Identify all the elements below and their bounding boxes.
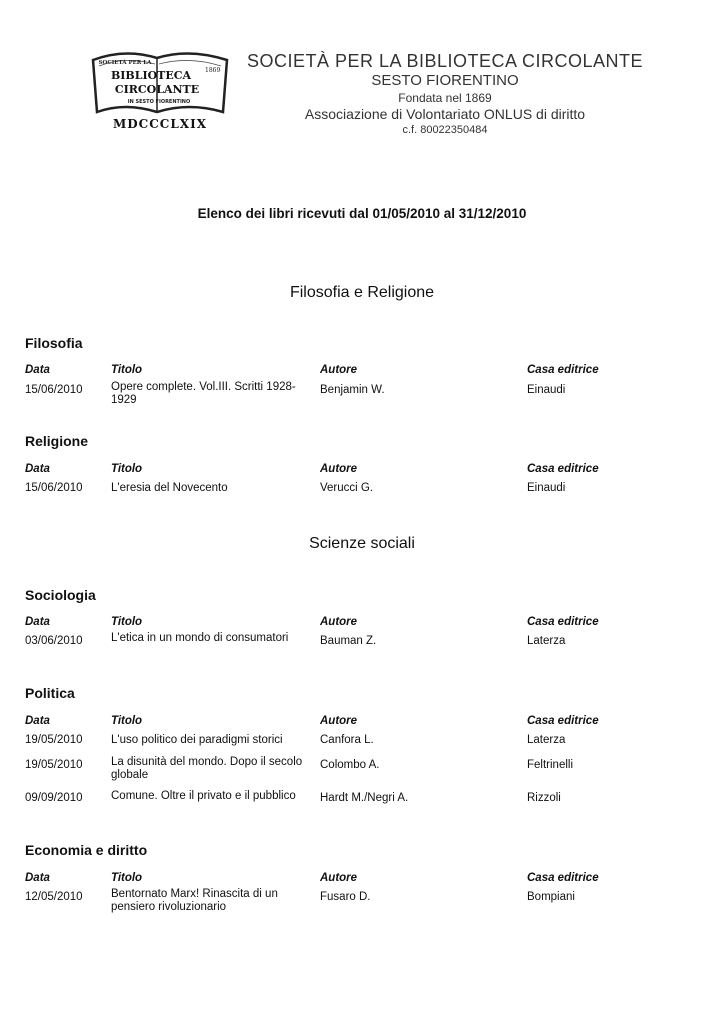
row-author: Bauman Z. <box>320 635 377 647</box>
header-publisher: Casa editrice <box>527 463 599 475</box>
row-title: L'uso politico dei paradigmi storici <box>111 734 283 746</box>
row-publisher: Bompiani <box>527 891 575 903</box>
row-author: Verucci G. <box>320 482 374 494</box>
row-date: 09/09/2010 <box>25 792 83 804</box>
row-title: Opere complete. Vol.III. Scritti 1928-1929 <box>111 381 296 406</box>
header-author: Autore <box>320 364 358 376</box>
row-date: 03/06/2010 <box>25 635 83 647</box>
subsection-title: Politica <box>25 685 75 701</box>
header-publisher: Casa editrice <box>527 364 599 376</box>
header-publisher: Casa editrice <box>527 715 599 727</box>
header-date: Data <box>25 715 50 727</box>
row-date: 15/06/2010 <box>25 384 83 396</box>
header-title: Titolo <box>111 872 143 884</box>
header-author: Autore <box>320 616 358 628</box>
svg-text:CIRCOLANTE: CIRCOLANTE <box>114 83 200 96</box>
svg-text:IN SESTO FIORENTINO: IN SESTO FIORENTINO <box>127 99 191 105</box>
subsection-title: Sociologia <box>25 587 96 603</box>
row-publisher: Laterza <box>527 635 566 647</box>
row-publisher: Laterza <box>527 734 566 746</box>
section-title: Scienze sociali <box>309 535 415 552</box>
row-title: L'etica in un mondo di consumatori <box>111 632 289 644</box>
row-title: Bentornato Marx! Rinascita di un pensiero rivoluzionario <box>111 888 278 913</box>
org-name: SOCIETÀ PER LA BIBLIOTECA CIRCOLANTE <box>246 51 644 71</box>
organization-info <box>245 50 645 137</box>
org-founded: Fondata nel 1869 <box>398 91 492 105</box>
header-date: Data <box>25 872 50 884</box>
svg-text:BIBLIOTECA: BIBLIOTECA <box>110 69 192 82</box>
header-author: Autore <box>320 715 358 727</box>
header-date: Data <box>25 463 50 475</box>
row-date: 15/06/2010 <box>25 482 83 494</box>
org-tax-code: c.f. 80022350484 <box>402 124 488 136</box>
header-title: Titolo <box>111 463 143 475</box>
row-title: Comune. Oltre il privato e il pubblico <box>111 790 296 802</box>
header-title: Titolo <box>111 616 143 628</box>
letterhead <box>85 46 645 136</box>
row-date: 19/05/2010 <box>25 759 83 771</box>
document-title: Elenco dei libri ricevuti dal 01/05/2010 al 31/12/2010 <box>197 206 527 221</box>
header-publisher: Casa editrice <box>527 616 599 628</box>
org-city: SESTO FIORENTINO <box>371 72 519 89</box>
library-book-logo <box>85 46 235 136</box>
row-date: 12/05/2010 <box>25 891 83 903</box>
header-title: Titolo <box>111 364 143 376</box>
subsection-title: Economia e diritto <box>25 842 148 858</box>
row-author: Hardt M./Negri A. <box>320 792 409 804</box>
header-title: Titolo <box>111 715 143 727</box>
row-author: Fusaro D. <box>320 891 371 903</box>
header-publisher: Casa editrice <box>527 872 599 884</box>
row-publisher: Feltrinelli <box>527 759 574 771</box>
header-author: Autore <box>320 872 358 884</box>
header-author: Autore <box>320 463 358 475</box>
section-title: Filosofia e Religione <box>289 284 435 301</box>
row-title: L'eresia del Novecento <box>111 482 228 494</box>
row-author: Colombo A. <box>320 759 380 771</box>
row-publisher: Rizzoli <box>527 792 561 804</box>
row-author: Canfora L. <box>320 734 374 746</box>
svg-text:MDCCCLXIX: MDCCCLXIX <box>112 117 208 131</box>
svg-text:SOCIETÀ PER LA: SOCIETÀ PER LA <box>98 60 152 66</box>
org-association: Associazione di Volontariato ONLUS di diritto <box>304 106 586 122</box>
row-date: 19/05/2010 <box>25 734 83 746</box>
subsection-title: Religione <box>25 433 89 449</box>
svg-text:1869: 1869 <box>205 67 221 74</box>
header-date: Data <box>25 364 50 376</box>
subsection-title: Filosofia <box>25 335 83 351</box>
row-title: La disunità del mondo. Dopo il secolo globale <box>111 756 303 781</box>
header-date: Data <box>25 616 50 628</box>
row-publisher: Einaudi <box>527 482 566 494</box>
row-publisher: Einaudi <box>527 384 566 396</box>
row-author: Benjamin W. <box>320 384 385 396</box>
